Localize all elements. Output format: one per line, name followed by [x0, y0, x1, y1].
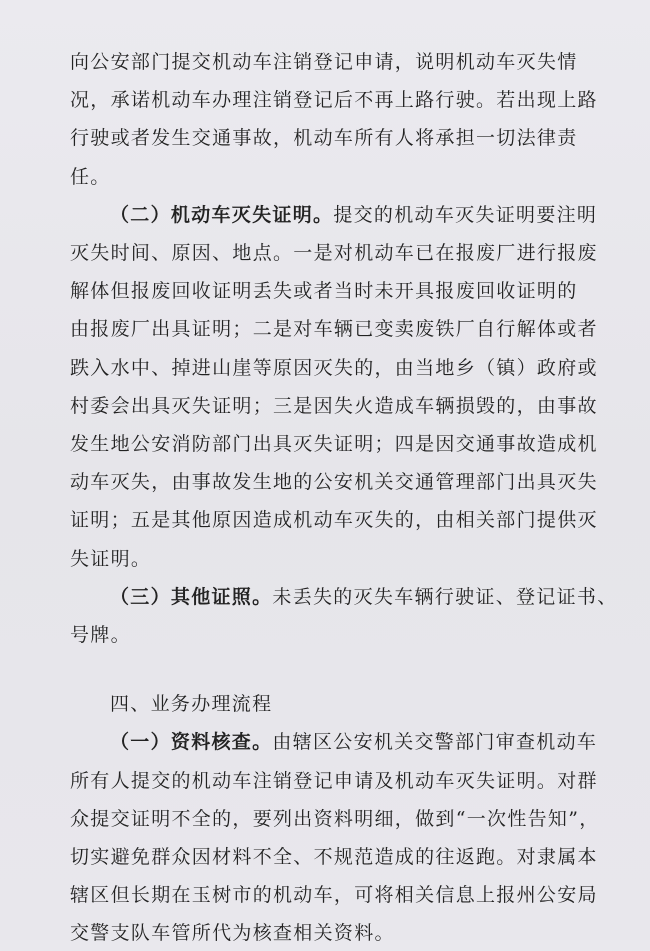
line-text: 动车灭失，由事故发生地的公安机关交通管理部门出具灭失 [70, 471, 598, 493]
line-text: 灭失时间、原因、地点。一是对机动车已在报废厂进行报废 [70, 242, 598, 264]
line-text: 解体但报废回收证明丢失或者当时未开具报废回收证明的 [70, 280, 578, 302]
text-line [0, 235, 650, 271]
text-line [0, 350, 650, 386]
text-line [0, 388, 650, 424]
section-heading-text: 四、业务办理流程 [110, 693, 273, 715]
subheading-bold: （三）其他证照。 [110, 586, 273, 608]
text-line [0, 839, 650, 875]
subheading-bold: （二）机动车灭失证明。 [110, 204, 334, 226]
text-line [0, 44, 650, 80]
line-text: 所有人提交的机动车注销登记申请及机动车灭失证明。对群 [70, 770, 598, 792]
subheading-bold: （一）资料核查。 [110, 731, 273, 753]
text-line [0, 502, 650, 538]
line-text: 切实避免群众因材料不全、不规范造成的往返跑。对隶属本 [70, 846, 598, 868]
line-text: 跌入水中、掉进山崖等原因灭失的，由当地乡（镇）政府或 [70, 357, 598, 379]
line-text: 任。 [70, 166, 111, 188]
text-line [0, 877, 650, 913]
text-line [0, 915, 650, 951]
text-line [0, 426, 650, 462]
line-text: 失证明。 [70, 548, 152, 570]
line-text: 交警支队车管所代为核查相关资料。 [70, 922, 395, 944]
subheading-label [110, 197, 597, 233]
line-text: 发生地公安消防部门出具灭失证明；四是因交通事故造成机 [70, 433, 598, 455]
line-text: 行驶或者发生交通事故，机动车所有人将承担一切法律责 [70, 127, 578, 149]
line-text: 众提交证明不全的，要列出资料明细，做到“一次性告知”， [70, 808, 600, 830]
text-line [0, 763, 650, 799]
line-text: 辖区但长期在玉树市的机动车，可将相关信息上报州公安局 [70, 884, 598, 906]
line-text: 村委会出具灭失证明；三是因失火造成车辆损毁的，由事故 [70, 395, 598, 417]
subheading-line [0, 724, 650, 760]
line-text: 况，承诺机动车办理注销登记后不再上路行驶。若出现上路 [70, 89, 598, 111]
text-line [0, 82, 650, 118]
line-text: 由辖区公安机关交警部门审查机动车 [272, 731, 598, 753]
text-line [0, 120, 650, 156]
section-heading [0, 686, 650, 722]
text-line [0, 801, 650, 837]
text-line [0, 541, 650, 577]
subheading-line [0, 579, 650, 615]
line-text: 未丢失的灭失车辆行驶证、登记证书、 [272, 586, 618, 608]
subheading-label [110, 579, 618, 615]
line-text: 证明；五是其他原因造成机动车灭失的，由相关部门提供灭 [70, 509, 598, 531]
line-text: 向公安部门提交机动车注销登记申请，说明机动车灭失情 [70, 51, 578, 73]
line-text: 提交的机动车灭失证明要注明 [333, 204, 598, 226]
line-text: 由报废厂出具证明；二是对车辆已变卖废铁厂自行解体或者 [70, 318, 598, 340]
text-line [0, 159, 650, 195]
text-line [0, 273, 650, 309]
subheading-label [110, 724, 597, 760]
text-line [0, 617, 650, 653]
subheading-line [0, 197, 650, 233]
text-line [0, 464, 650, 500]
line-text: 号牌。 [70, 624, 131, 646]
text-line [0, 311, 650, 347]
